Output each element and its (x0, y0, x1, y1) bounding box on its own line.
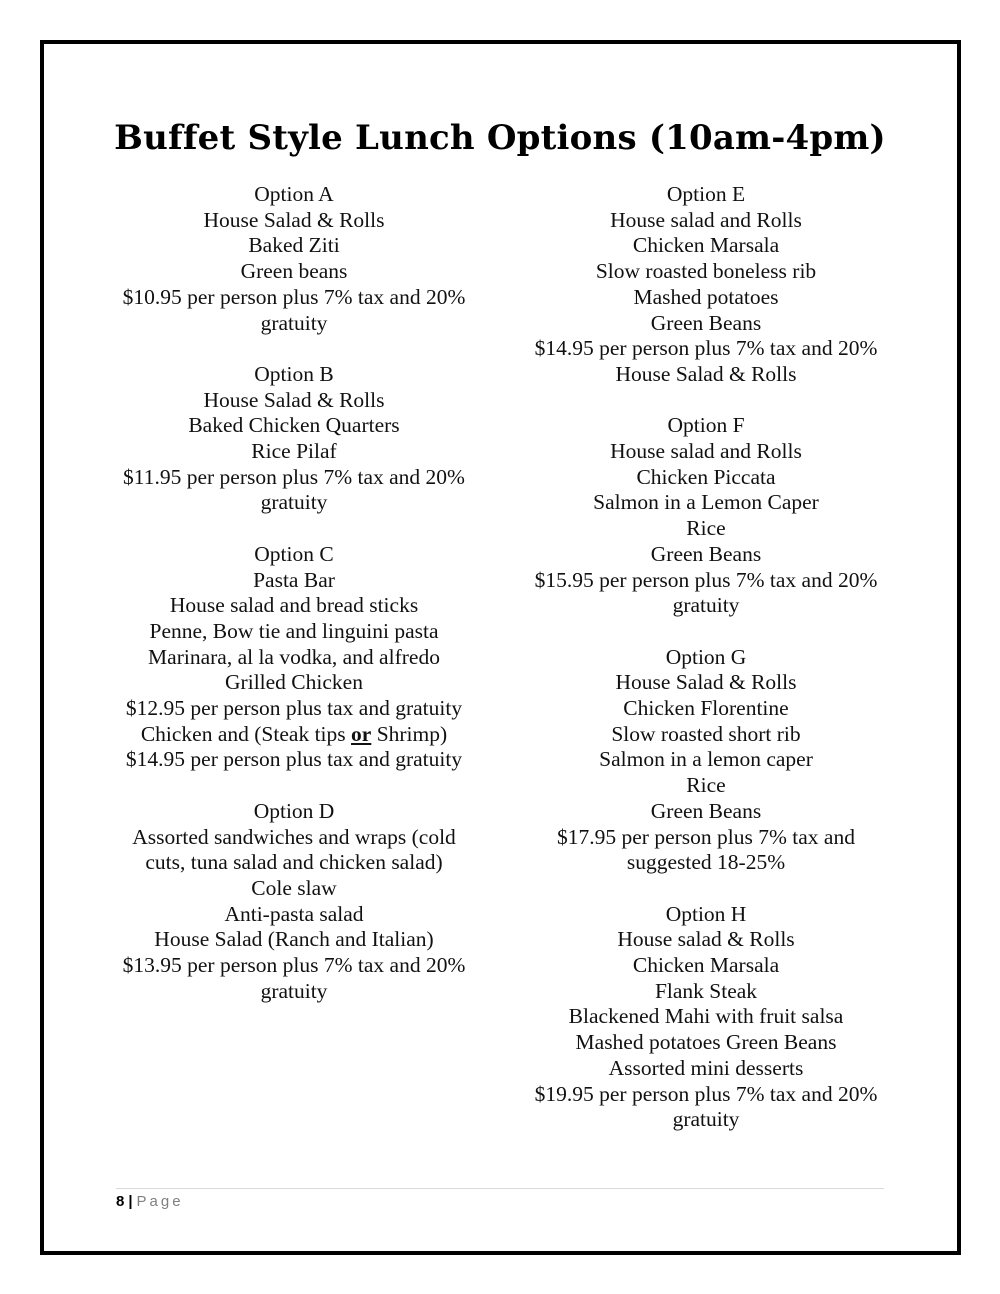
menu-item: House salad and Rolls (610, 439, 802, 464)
menu-item: House Salad & Rolls (615, 670, 797, 695)
menu-item: Rice Pilaf (251, 439, 337, 464)
menu-item: Flank Steak (654, 978, 758, 1003)
protein-choice-line (94, 722, 494, 748)
menu-item: Chicken Piccata (636, 464, 776, 489)
price-line: gratuity (260, 978, 328, 1003)
right-menu-column (506, 182, 906, 1159)
menu-item: Penne, Bow tie and linguini pasta (149, 618, 439, 643)
protein-choice-emphasis: or (351, 721, 372, 746)
menu-item: Slow roasted boneless rib (595, 259, 817, 284)
option-h (506, 902, 906, 1133)
menu-item: House salad and bread sticks (169, 593, 419, 618)
price-line: $17.95 per person plus 7% tax and (557, 824, 855, 849)
menu-item: Rice (686, 516, 726, 541)
menu-item: Blackened Mahi with fruit salsa (568, 1004, 844, 1029)
menu-item: Mashed potatoes (633, 284, 779, 309)
option-heading: Option B (254, 361, 334, 386)
option-e (506, 182, 906, 388)
menu-item: House Salad & Rolls (203, 207, 385, 232)
menu-item: House salad and Rolls (610, 207, 802, 232)
price-line: gratuity (260, 490, 328, 515)
menu-item: cuts, tuna salad and chicken salad) (145, 850, 443, 875)
option-heading: Option A (254, 182, 334, 206)
protein-choice-before: Chicken and (Steak tips (140, 721, 352, 746)
price-line: $13.95 per person plus 7% tax and 20% (122, 953, 466, 978)
option-heading: Option G (665, 644, 747, 669)
menu-item: Assorted mini desserts (608, 1055, 804, 1080)
menu-item: Chicken Florentine (623, 696, 789, 721)
price-line: suggested 18-25% (626, 850, 786, 875)
price-line: $11.95 per person plus 7% tax and 20% (123, 464, 465, 489)
price-line: gratuity (260, 310, 328, 335)
menu-item: Anti-pasta salad (224, 901, 364, 926)
option-g (506, 645, 906, 876)
menu-item: Chicken Marsala (632, 233, 780, 258)
price-line: $12.95 per person plus tax and gratuity (125, 696, 463, 721)
option-c (94, 542, 494, 773)
page-number: 8 (116, 1193, 125, 1210)
price-line: $10.95 per person plus 7% tax and 20% (122, 284, 466, 309)
option-heading: Option H (665, 901, 747, 926)
footer-separator: | (128, 1193, 133, 1210)
option-heading: Option D (253, 798, 335, 823)
option-a (94, 182, 494, 336)
menu-item: House salad & Rolls (617, 927, 795, 952)
menu-item: Green beans (240, 259, 348, 284)
menu-item: Green Beans (650, 541, 762, 566)
menu-item: House Salad & Rolls (615, 361, 797, 386)
menu-item: Assorted sandwiches and wraps (cold (132, 824, 456, 849)
menu-item: Green Beans (650, 798, 762, 823)
menu-item: Salmon in a lemon caper (599, 747, 813, 772)
option-heading: Option E (666, 182, 746, 206)
page-title: Buffet Style Lunch Options (10am-4pm) (114, 118, 886, 158)
option-b (94, 362, 494, 516)
price-line: $14.95 per person plus 7% tax and 20% (534, 336, 878, 361)
price-line: $19.95 per person plus 7% tax and 20% (534, 1081, 878, 1106)
menu-item: Cole slaw (251, 875, 337, 900)
menu-item: Grilled Chicken (225, 670, 363, 695)
menu-item: Green Beans (650, 310, 762, 335)
left-menu-column (94, 182, 494, 1030)
menu-item: House Salad (Ranch and Italian) (154, 927, 434, 952)
menu-item: Baked Ziti (248, 233, 340, 258)
menu-item: Pasta Bar (253, 567, 335, 592)
protein-choice-after: Shrimp) (371, 721, 448, 746)
option-heading: Option C (254, 541, 334, 566)
menu-item: Baked Chicken Quarters (188, 413, 400, 438)
page-label: Page (136, 1193, 184, 1210)
option-heading: Option F (667, 413, 745, 438)
menu-item: House Salad & Rolls (203, 387, 385, 412)
menu-item: Mashed potatoes Green Beans (575, 1030, 837, 1055)
option-d (94, 799, 494, 1005)
menu-item: Slow roasted short rib (611, 721, 801, 746)
page-footer (116, 1188, 884, 1210)
price-line: gratuity (672, 1107, 740, 1132)
menu-item: Marinara, al la vodka, and alfredo (148, 644, 440, 669)
menu-item: Chicken Marsala (632, 953, 780, 978)
price-line: gratuity (672, 593, 740, 618)
menu-item: Salmon in a Lemon Caper (593, 490, 819, 515)
option-f (506, 413, 906, 619)
price-line: $14.95 per person plus tax and gratuity (125, 747, 463, 772)
price-line: $15.95 per person plus 7% tax and 20% (534, 567, 878, 592)
menu-item: Rice (686, 773, 726, 798)
